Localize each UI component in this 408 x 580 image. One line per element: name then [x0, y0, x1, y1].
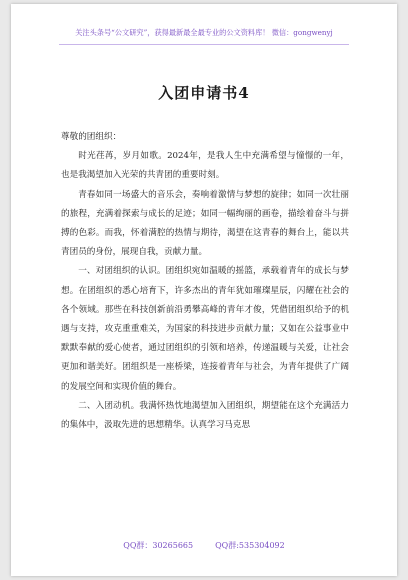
footer-qq-group-2: QQ群:535304092 [215, 541, 285, 550]
paragraph-4: 二、入团动机。我满怀热忱地渴望加入团组织，期望能在这个充满活力的集体中，汲取先进的思想精华。认真学习马克思 [61, 400, 349, 431]
document-title: 入团申请书4 [158, 84, 250, 102]
header-note: 关注头条号“公文研究”，获得最新最全最专业的公文资料库！ 微信：gongwenyj [75, 28, 333, 37]
document-page [11, 4, 397, 576]
header-divider [59, 44, 349, 45]
salutation: 尊敬的团组织： [61, 132, 122, 142]
paragraph-3: 一、对团组织的认识。团组织宛如温暖的摇篮，承载着青年的成长与梦想。在团组织的悉心培育下，许多杰出的青年犹如璀璨星辰，闪耀在社会的各个领域。那些在科技创新前沿勇攀高峰的青年才俊，凭借团组织给予的机遇与支持，攻克重重难关，为国家的科技进步贡献力量；又如在公益事业中默默奉献的爱心使者，通过团组织的引领和培养，传递温暖与关爱，让社会更加和谐美好。团组织是一座桥梁，连接着青年与社会，为青年提供了广阔的发展空间和实现价值的舞台。 [61, 266, 349, 392]
paragraph-1: 时光荏苒，岁月如歌。2024年，是我人生中充满希望与憧憬的一年，也是我渴望加入光荣的共青团的重要时刻。 [61, 151, 349, 181]
document-body [61, 128, 349, 435]
paragraph-2: 青春如同一场盛大的音乐会，奏响着激情与梦想的旋律；如同一次壮丽的旅程，充满着探索与成长的足迹；如同一幅绚丽的画卷，描绘着奋斗与拼搏的色彩。而我，怀着满腔的热情与期待，渴望在这青春的舞台上，能以共青团员的身份，展现自我，贡献力量。 [61, 189, 349, 258]
footer-qq-group-1: QQ群：30265665 [123, 541, 194, 550]
footer-contact [11, 540, 397, 551]
